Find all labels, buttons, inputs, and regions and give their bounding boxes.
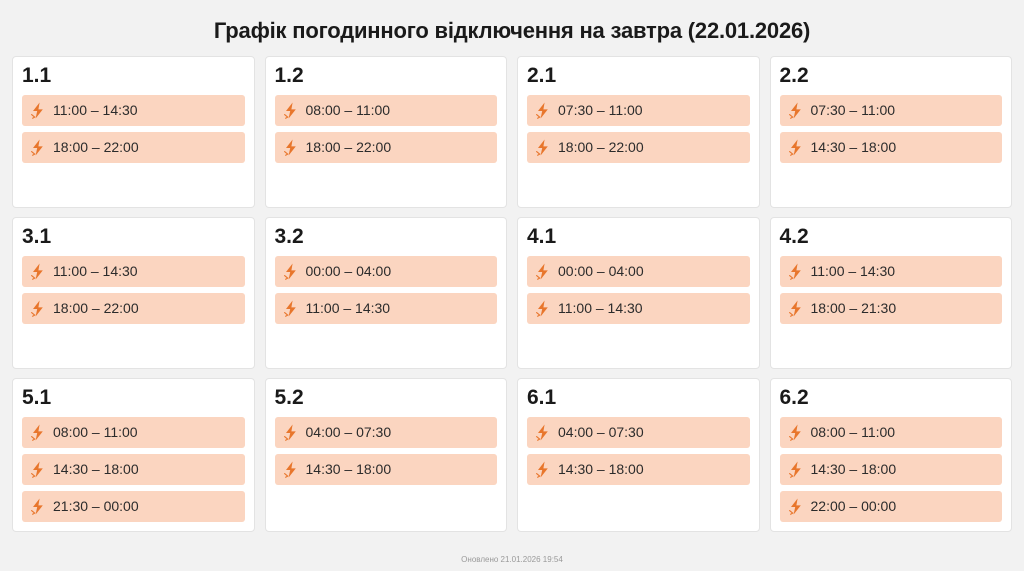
outage-slot bbox=[275, 256, 498, 287]
power-outage-bolt-icon bbox=[284, 139, 298, 156]
group-card bbox=[517, 56, 760, 208]
group-name: 6.1 bbox=[527, 386, 557, 409]
outage-slot bbox=[22, 132, 245, 163]
power-outage-bolt-icon bbox=[31, 139, 45, 156]
group-name: 1.1 bbox=[22, 64, 52, 87]
power-outage-bolt-icon bbox=[284, 102, 298, 119]
outage-slot-time: 11:00 – 14:30 bbox=[53, 102, 138, 119]
outage-slot bbox=[527, 454, 750, 485]
outage-slot-time: 22:00 – 00:00 bbox=[810, 498, 897, 515]
group-name: 5.2 bbox=[274, 386, 304, 409]
outage-slot bbox=[780, 95, 1003, 126]
outage-slot-time: 21:30 – 00:00 bbox=[53, 498, 139, 515]
outage-slot bbox=[780, 491, 1003, 522]
outage-slot-time: 18:00 – 22:00 bbox=[305, 139, 392, 156]
power-outage-bolt-icon bbox=[31, 424, 45, 441]
power-outage-bolt-icon bbox=[31, 461, 45, 478]
outage-slot bbox=[780, 417, 1003, 448]
updated-timestamp: Оновлено 21.01.2026 19:54 bbox=[461, 555, 563, 564]
group-card bbox=[770, 217, 1013, 369]
outage-slot-time: 14:30 – 18:00 bbox=[53, 461, 139, 478]
power-outage-bolt-icon bbox=[789, 139, 803, 156]
group-name: 1.2 bbox=[274, 64, 304, 87]
power-outage-bolt-icon bbox=[789, 102, 803, 119]
outage-slot bbox=[22, 256, 245, 287]
outage-slot-time: 11:00 – 14:30 bbox=[810, 263, 896, 280]
outage-slot-time: 04:00 – 07:30 bbox=[305, 424, 392, 441]
group-name: 4.1 bbox=[527, 225, 557, 248]
outage-slot-time: 11:00 – 14:30 bbox=[558, 300, 643, 317]
power-outage-bolt-icon bbox=[789, 300, 803, 317]
outage-slot bbox=[22, 293, 245, 324]
outage-slot-list bbox=[275, 256, 498, 324]
group-card bbox=[770, 56, 1013, 208]
outage-slot-time: 14:30 – 18:00 bbox=[558, 461, 644, 478]
outage-slot bbox=[527, 132, 750, 163]
power-outage-bolt-icon bbox=[31, 498, 45, 515]
group-card bbox=[770, 378, 1013, 532]
outage-slot-time: 14:30 – 18:00 bbox=[305, 461, 392, 478]
group-name: 5.1 bbox=[22, 386, 52, 409]
power-outage-bolt-icon bbox=[284, 300, 298, 317]
outage-slot-list bbox=[22, 95, 245, 163]
outage-slot-time: 00:00 – 04:00 bbox=[558, 263, 644, 280]
group-card bbox=[12, 56, 255, 208]
power-outage-bolt-icon bbox=[536, 102, 550, 119]
group-name: 3.1 bbox=[22, 225, 52, 248]
power-outage-bolt-icon bbox=[536, 424, 550, 441]
outage-slot bbox=[780, 132, 1003, 163]
outage-slot-time: 08:00 – 11:00 bbox=[305, 102, 391, 119]
outage-slot-list bbox=[22, 256, 245, 324]
outage-slot bbox=[780, 256, 1003, 287]
power-outage-bolt-icon bbox=[789, 498, 803, 515]
outage-slot bbox=[780, 293, 1003, 324]
outage-slot-time: 11:00 – 14:30 bbox=[53, 263, 138, 280]
outage-slot-time: 11:00 – 14:30 bbox=[305, 300, 391, 317]
outage-slot bbox=[22, 491, 245, 522]
outage-slot-time: 14:30 – 18:00 bbox=[810, 461, 897, 478]
outage-slot bbox=[527, 293, 750, 324]
power-outage-bolt-icon bbox=[284, 263, 298, 280]
outage-slot-list bbox=[527, 256, 750, 324]
group-card bbox=[265, 56, 508, 208]
outage-slot-time: 07:30 – 11:00 bbox=[810, 102, 896, 119]
power-outage-bolt-icon bbox=[284, 424, 298, 441]
outage-slot-list bbox=[22, 417, 245, 522]
outage-slot-list bbox=[275, 417, 498, 485]
outage-slot bbox=[275, 417, 498, 448]
group-card bbox=[12, 378, 255, 532]
outage-slot-list bbox=[527, 417, 750, 485]
power-outage-bolt-icon bbox=[536, 461, 550, 478]
power-outage-bolt-icon bbox=[31, 263, 45, 280]
outage-slot-list bbox=[275, 95, 498, 163]
outage-slot bbox=[22, 454, 245, 485]
outage-slot-time: 18:00 – 22:00 bbox=[53, 139, 139, 156]
outage-slot-list bbox=[527, 95, 750, 163]
outage-slot bbox=[22, 417, 245, 448]
outage-slot bbox=[22, 95, 245, 126]
outage-slot bbox=[527, 417, 750, 448]
group-card bbox=[265, 378, 508, 532]
power-outage-bolt-icon bbox=[31, 102, 45, 119]
outage-slot-time: 07:30 – 11:00 bbox=[558, 102, 643, 119]
outage-slot-time: 00:00 – 04:00 bbox=[305, 263, 392, 280]
group-name: 3.2 bbox=[274, 225, 304, 248]
group-card bbox=[265, 217, 508, 369]
schedule-grid bbox=[12, 56, 1012, 532]
outage-slot bbox=[275, 95, 498, 126]
outage-slot bbox=[275, 454, 498, 485]
outage-slot-list bbox=[780, 95, 1003, 163]
outage-slot bbox=[527, 95, 750, 126]
page-title: Графік погодинного відключення на завтра (22.01.2026) bbox=[213, 18, 811, 43]
group-name: 6.2 bbox=[779, 386, 809, 409]
group-name: 2.2 bbox=[779, 64, 809, 87]
power-outage-bolt-icon bbox=[789, 424, 803, 441]
outage-slot bbox=[275, 293, 498, 324]
group-card bbox=[517, 378, 760, 532]
power-outage-bolt-icon bbox=[536, 263, 550, 280]
power-outage-bolt-icon bbox=[536, 139, 550, 156]
outage-slot-time: 08:00 – 11:00 bbox=[53, 424, 138, 441]
outage-slot-time: 04:00 – 07:30 bbox=[558, 424, 644, 441]
power-outage-bolt-icon bbox=[789, 461, 803, 478]
group-name: 2.1 bbox=[527, 64, 557, 87]
outage-slot-time: 08:00 – 11:00 bbox=[810, 424, 896, 441]
power-outage-bolt-icon bbox=[536, 300, 550, 317]
group-card bbox=[12, 217, 255, 369]
outage-slot bbox=[275, 132, 498, 163]
outage-slot-list bbox=[780, 417, 1003, 522]
power-outage-bolt-icon bbox=[284, 461, 298, 478]
outage-slot-time: 14:30 – 18:00 bbox=[810, 139, 897, 156]
outage-slot bbox=[780, 454, 1003, 485]
power-outage-bolt-icon bbox=[31, 300, 45, 317]
outage-slot-time: 18:00 – 21:30 bbox=[810, 300, 897, 317]
outage-slot bbox=[527, 256, 750, 287]
power-outage-bolt-icon bbox=[789, 263, 803, 280]
outage-slot-time: 18:00 – 22:00 bbox=[53, 300, 139, 317]
outage-slot-time: 18:00 – 22:00 bbox=[558, 139, 644, 156]
outage-slot-list bbox=[780, 256, 1003, 324]
group-card bbox=[517, 217, 760, 369]
group-name: 4.2 bbox=[779, 225, 809, 248]
